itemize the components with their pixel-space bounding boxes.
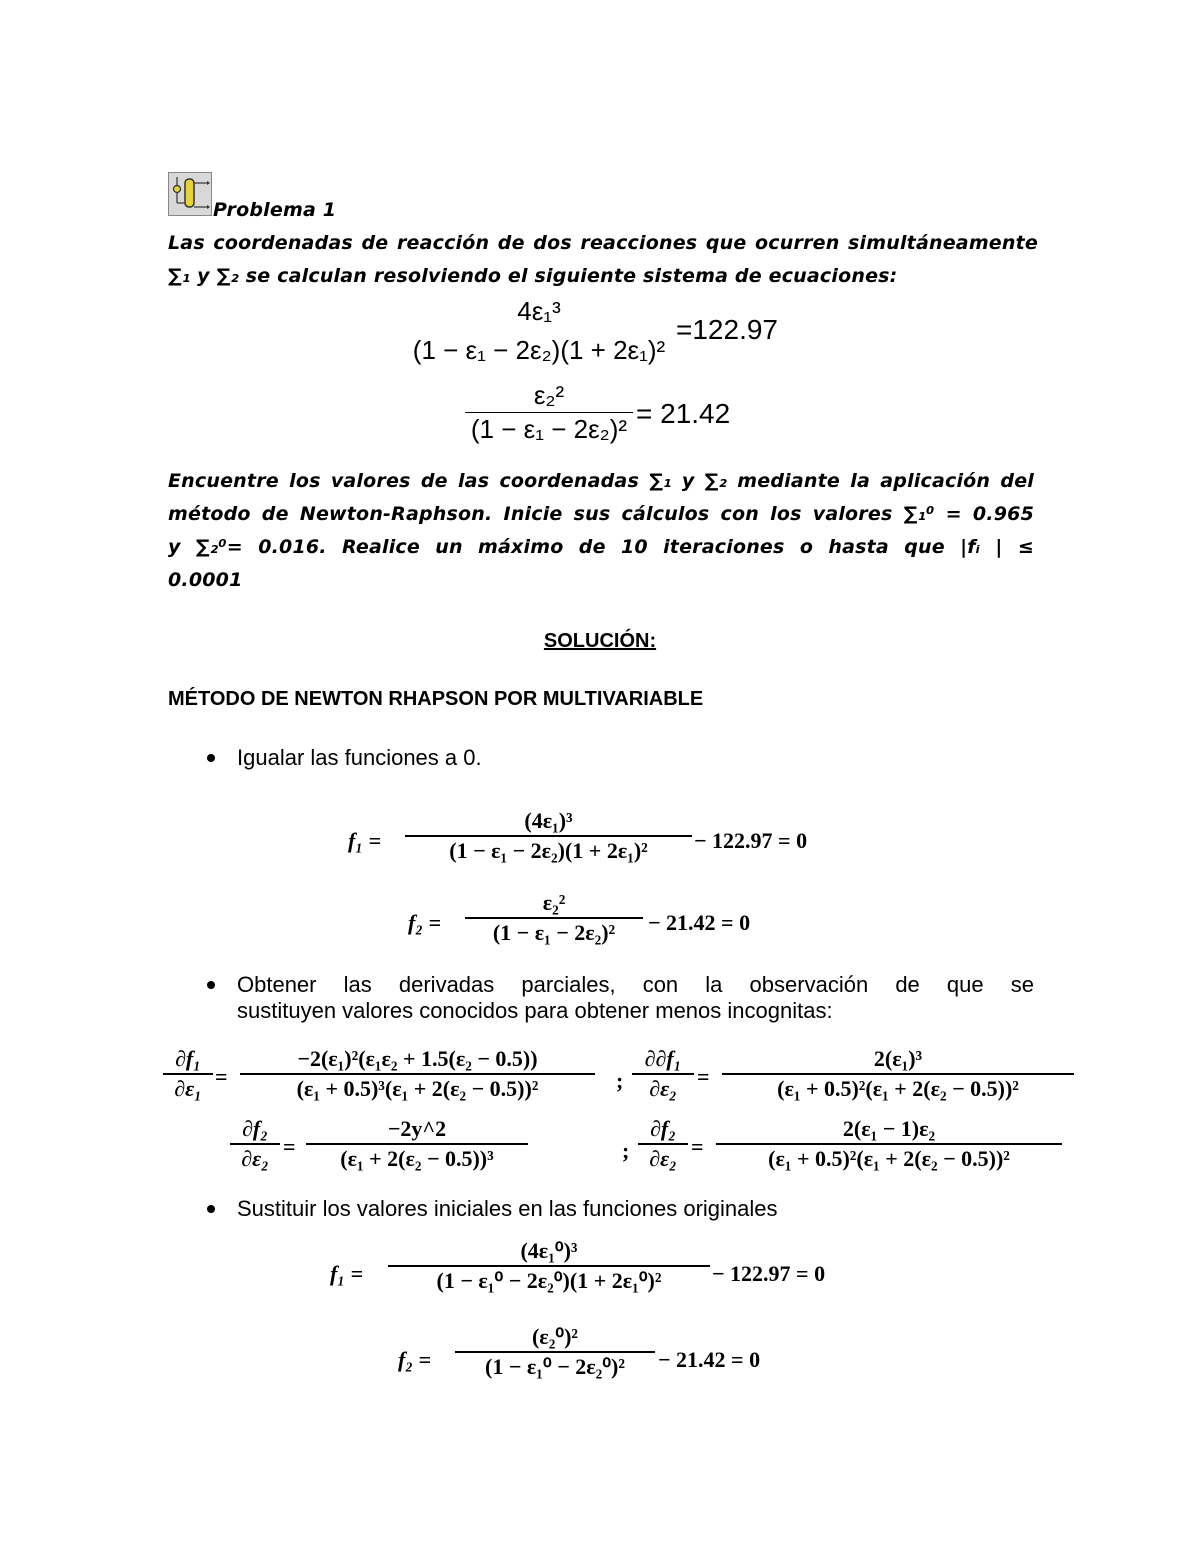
problem-para-line-4: 0.0001: [168, 569, 243, 591]
f1-lhs: f₁ =: [348, 828, 382, 853]
bullet-dot: [207, 754, 215, 762]
bullet-2-text-line-1: Obtener las derivadas parciales, con la observación de que se: [237, 972, 1034, 997]
bullet-dot: [207, 1205, 215, 1213]
f2s-rhs: − 21.42 = 0: [658, 1347, 761, 1372]
f1s-lhs: f₁ =: [330, 1261, 364, 1286]
fraction-bar: [465, 412, 633, 413]
fraction-bar: [306, 1143, 528, 1145]
d12-denominator: (ε₁ + 0.5)²(ε₁ + 2(ε₂ − 0.5))²: [777, 1076, 1019, 1101]
d22-fraction: [716, 1116, 1062, 1172]
given-equation-2-fraction: [465, 380, 633, 445]
fraction-bar: [408, 328, 670, 334]
f2-denominator: (1 − ε₁ − 2ε₂)²: [492, 920, 616, 945]
d22-denominator: (ε₁ + 0.5)²(ε₁ + 2(ε₂ − 0.5))²: [768, 1146, 1010, 1171]
f1s-numerator: (4ε₁⁰)³: [520, 1238, 578, 1263]
d12-separator: ;: [616, 1068, 624, 1093]
bullet-dot: [207, 981, 215, 989]
given-eq2-rhs: = 21.42: [636, 398, 731, 429]
problem-line-1: Las coordenadas de reacción de dos reacciones que ocurren simultáneamente: [168, 232, 1038, 254]
given-eq1-rhs: =122.97: [676, 314, 778, 345]
d21-fraction: [306, 1116, 528, 1172]
bullet-2-text-line-2: sustituyen valores conocidos para obtener menos incognitas:: [237, 998, 833, 1023]
bullet-item-1: [237, 745, 482, 771]
d11-lhs-numerator: ∂f₁: [175, 1046, 201, 1071]
d21-equals: =: [283, 1134, 296, 1159]
fraction-bar: [716, 1143, 1062, 1145]
d22-lhs: [638, 1116, 688, 1172]
f2-numerator: ε₂²: [542, 890, 566, 915]
d22-equals: =: [691, 1134, 704, 1159]
fraction-bar: [388, 1265, 710, 1267]
f2s-fraction: [455, 1324, 655, 1380]
bullet-item-2: [237, 972, 1034, 1024]
d11-equals: =: [215, 1064, 228, 1089]
fraction-bar: [465, 917, 643, 919]
given-eq2-denominator: (1 − ε₁ − 2ε₂)²: [470, 414, 628, 444]
problem-para-line-1: Encuentre los valores de las coordenadas ∑₁ y ∑₂ mediante la aplicación del: [168, 470, 1034, 492]
f1s-denominator: (1 − ε₁⁰ − 2ε₂⁰)(1 + 2ε₁⁰)²: [436, 1268, 662, 1293]
given-equation-1-fraction: [408, 296, 670, 366]
fraction-bar: [455, 1351, 655, 1353]
f2s-numerator: (ε₂⁰)²: [531, 1324, 579, 1349]
f2-fraction: [465, 890, 643, 946]
f1-fraction: [405, 808, 692, 864]
d22-separator: ;: [622, 1138, 630, 1163]
solution-heading: SOLUCIÓN:: [543, 630, 657, 652]
given-eq1-numerator: 4ε₁³: [517, 296, 561, 326]
bullet-3-text: Sustituir los valores iniciales en las funciones originales: [237, 1196, 778, 1221]
d21-lhs-numerator: ∂f₂: [242, 1116, 268, 1141]
problem-line-2: ∑₁ y ∑₂ se calculan resolviendo el siguiente sistema de ecuaciones:: [168, 265, 898, 287]
d11-lhs-denominator: ∂ε₁: [174, 1076, 202, 1101]
d12-lhs-numerator: ∂∂f₁: [644, 1046, 682, 1071]
f1-rhs: − 122.97 = 0: [694, 828, 808, 853]
f2s-lhs: f₂ =: [398, 1347, 432, 1372]
d21-denominator: (ε₁ + 2(ε₂ − 0.5))³: [340, 1146, 494, 1171]
fraction-bar: [405, 835, 692, 837]
d11-numerator: −2(ε₁)²(ε₁ε₂ + 1.5(ε₂ − 0.5)): [297, 1046, 538, 1071]
f2-lhs: f₂ =: [408, 910, 442, 935]
f2-rhs: − 21.42 = 0: [648, 910, 751, 935]
method-heading: MÉTODO DE NEWTON RHAPSON POR MULTIVARIABLE: [168, 688, 704, 710]
f2s-denominator: (1 − ε₁⁰ − 2ε₂⁰)²: [485, 1354, 625, 1379]
fraction-bar: [240, 1073, 595, 1075]
d11-denominator: (ε₁ + 0.5)³(ε₁ + 2(ε₂ − 0.5))²: [296, 1076, 539, 1101]
d21-numerator: −2y^2: [387, 1116, 447, 1141]
d22-numerator: 2(ε₁ − 1)ε₂: [842, 1116, 936, 1141]
d12-fraction: [722, 1046, 1074, 1102]
d22-lhs-numerator: ∂f₂: [650, 1116, 676, 1141]
fraction-bar: [163, 1073, 213, 1075]
f1-numerator: (4ε₁)³: [524, 808, 573, 833]
d11-lhs: [163, 1046, 213, 1102]
distillation-column-icon: [168, 172, 212, 216]
fraction-bar: [722, 1073, 1074, 1075]
fraction-bar: [632, 1073, 694, 1075]
bullet-1-text: Igualar las funciones a 0.: [237, 745, 482, 770]
d21-lhs-denominator: ∂ε₂: [241, 1146, 269, 1171]
d21-lhs: [230, 1116, 280, 1172]
f1-denominator: (1 − ε₁ − 2ε₂)(1 + 2ε₁)²: [449, 838, 648, 863]
d12-lhs: [632, 1046, 694, 1102]
given-eq2-numerator: ε₂²: [533, 380, 565, 410]
f1s-fraction: [388, 1238, 710, 1294]
given-eq1-denominator: (1 − ε₁ − 2ε₂)(1 + 2ε₁)²: [412, 335, 666, 365]
fraction-bar: [230, 1143, 280, 1145]
d11-fraction: [240, 1046, 595, 1102]
d12-lhs-denominator: ∂ε₂: [649, 1076, 677, 1101]
problem-para-line-2: método de Newton-Raphson. Inicie sus cálculos con los valores ∑₁⁰ = 0.965: [168, 503, 1034, 525]
d22-lhs-denominator: ∂ε₂: [649, 1146, 677, 1171]
d12-equals: =: [697, 1064, 710, 1089]
problem-para-line-3: y ∑₂⁰= 0.016. Realice un máximo de 10 iteraciones o hasta que |fᵢ | ≤: [168, 536, 1034, 558]
fraction-bar: [638, 1143, 688, 1145]
d12-numerator: 2(ε₁)³: [873, 1046, 923, 1071]
f1s-rhs: − 122.97 = 0: [712, 1261, 826, 1286]
bullet-item-3: [237, 1196, 778, 1222]
problem-title: Problema 1: [213, 199, 337, 221]
